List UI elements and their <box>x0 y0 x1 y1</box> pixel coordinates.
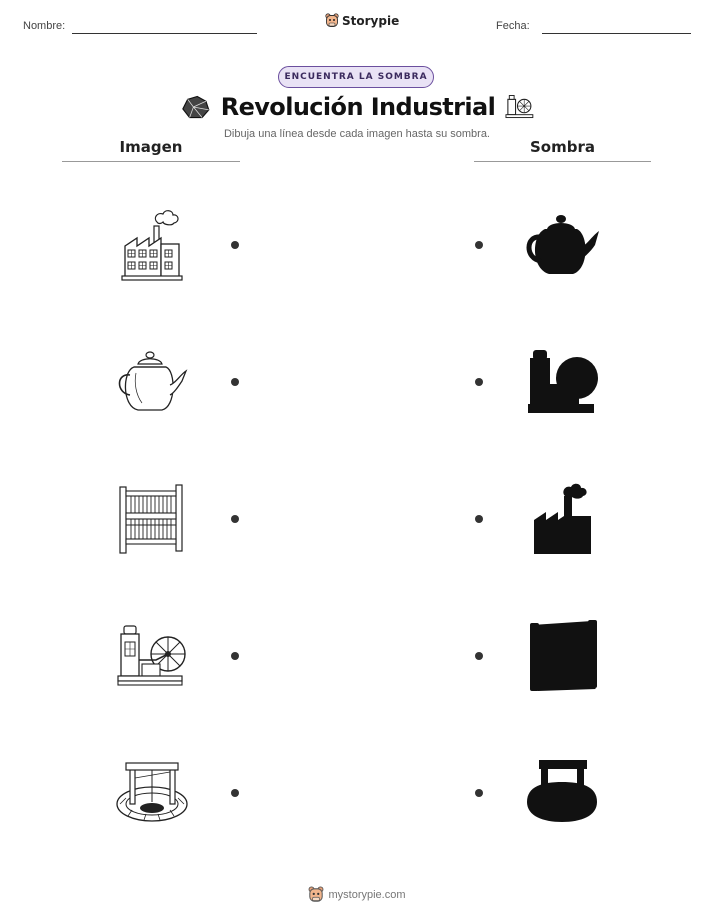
mascot-icon <box>325 13 339 29</box>
brand-logo <box>325 13 399 29</box>
name-line[interactable] <box>72 33 257 34</box>
footer <box>0 886 714 904</box>
footer-url[interactable]: mystorypie.com <box>328 889 406 901</box>
right-dot-1[interactable] <box>475 241 483 249</box>
loom-shadow-icon <box>528 619 598 693</box>
loom-icon <box>117 483 185 555</box>
image-item-3 <box>117 483 185 555</box>
shadow-item-4 <box>528 619 598 693</box>
left-dot-1[interactable] <box>231 241 239 249</box>
instructions: Dibuja una línea desde cada imagen hasta su sombra. <box>223 128 490 140</box>
name-label: Nombre: <box>23 20 66 32</box>
factory-icon <box>117 208 183 282</box>
right-dot-3[interactable] <box>475 515 483 523</box>
mascot-icon <box>308 886 324 904</box>
shadow-item-1 <box>525 213 601 277</box>
brand-name: Storypie <box>342 14 400 28</box>
steam-machine-icon <box>505 93 534 121</box>
image-item-1 <box>117 208 183 282</box>
left-dot-4[interactable] <box>231 652 239 660</box>
image-item-4 <box>116 624 188 690</box>
mine-shaft-icon <box>114 760 190 826</box>
activity-badge: ENCUENTRA LA SOMBRA <box>278 66 434 88</box>
left-dot-5[interactable] <box>231 789 239 797</box>
mine-shaft-shadow-icon <box>523 758 601 826</box>
teapot-icon <box>114 349 188 415</box>
date-line[interactable] <box>542 33 691 34</box>
title-row <box>180 90 534 124</box>
factory-shadow-icon <box>531 482 593 556</box>
image-item-5 <box>114 760 190 826</box>
image-item-2 <box>114 349 188 415</box>
steam-engine-shadow-icon <box>527 348 599 416</box>
column-divider-right <box>474 161 651 162</box>
left-dot-2[interactable] <box>231 378 239 386</box>
left-dot-3[interactable] <box>231 515 239 523</box>
right-dot-5[interactable] <box>475 789 483 797</box>
shadow-item-2 <box>527 348 599 416</box>
right-dot-2[interactable] <box>475 378 483 386</box>
right-dot-4[interactable] <box>475 652 483 660</box>
column-header-shadow: Sombra <box>530 138 595 156</box>
coal-icon <box>180 93 211 121</box>
shadow-item-5 <box>523 758 601 826</box>
teapot-shadow-icon <box>525 213 601 277</box>
steam-engine-icon <box>116 624 188 690</box>
page-title: Revolución Industrial <box>220 93 496 121</box>
column-header-image: Imagen <box>119 138 183 156</box>
date-label: Fecha: <box>496 20 530 32</box>
column-divider-left <box>62 161 240 162</box>
shadow-item-3 <box>531 482 593 556</box>
